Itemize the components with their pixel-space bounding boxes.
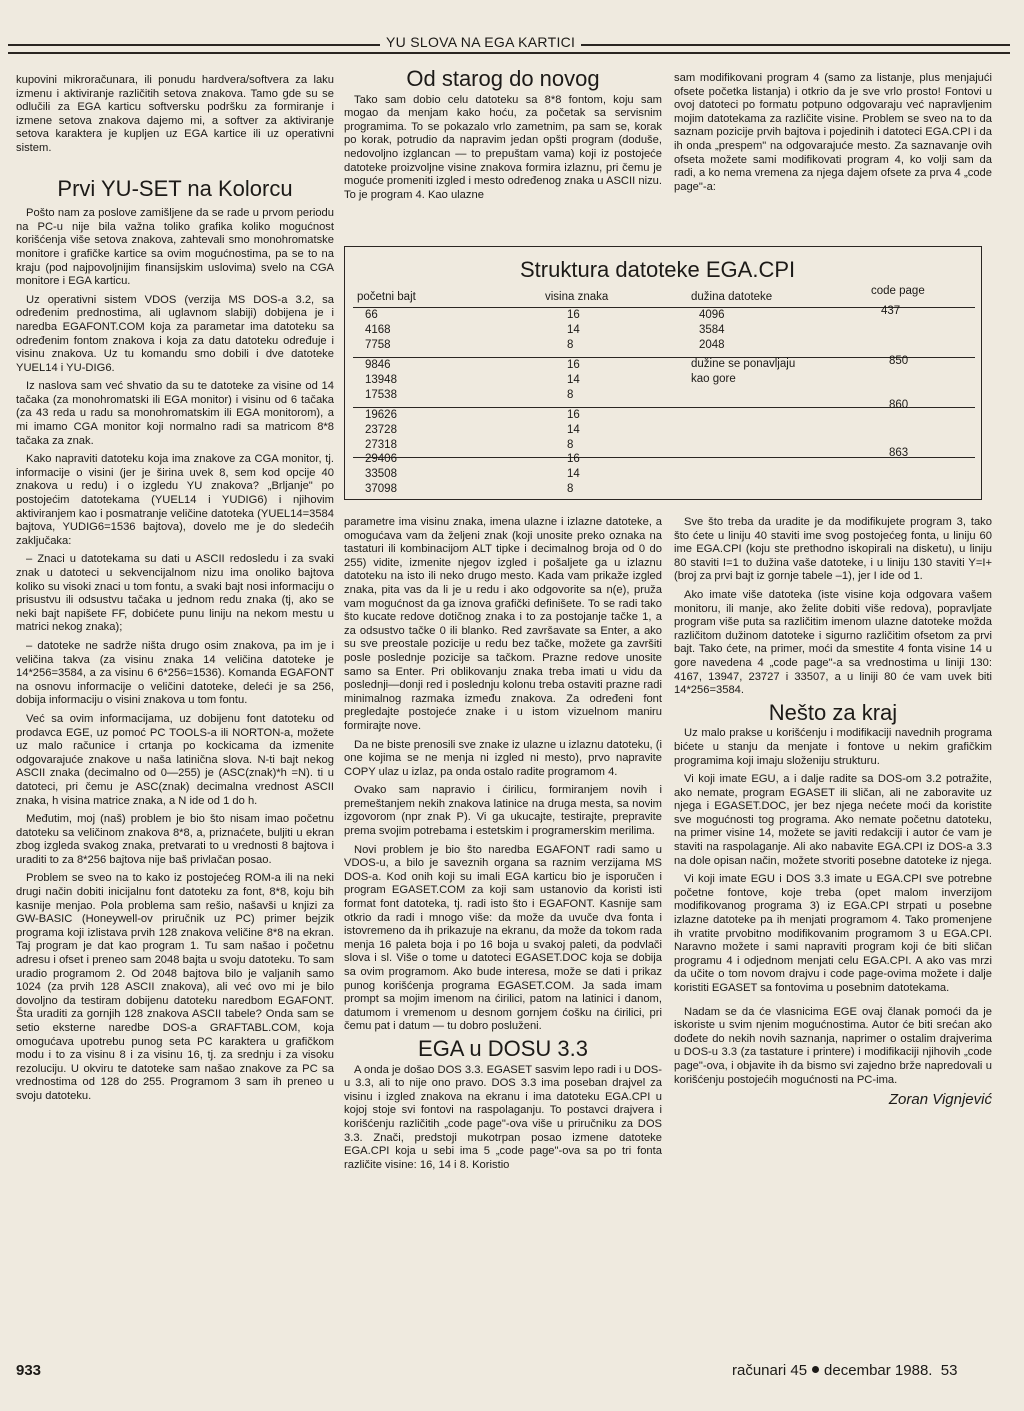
paragraph: sam modifikovani program 4 (samo za listanje, plus menjajući ofsete početka listanja) i otkrio da je sve vrlo prosto! Fontovi u ovoj datoteci po formatu potpuno odgovaraju već napravljenim mojim datotekama za različite visine. Problem se sveo na to da saznam pozicije prvih bajtova i pojedinih i datoteci EGA.CPI i da ih onda „prespem" na odgovarajuće mesto. Za saznavanje ovih ofseta možete sami modifikovati program 4, ko volji sam da radi, a ko nema vremena za njega dajem ofsete za prva 4 „code page"-a: [674,72,992,193]
table-cell: 863 [889,447,909,459]
column-2-top [344,66,662,207]
paragraph: Ako imate više datoteka (iste visine koja odgovara vašem monitoru, ili manje, ako želite dobiti više redova), popravljate program više puta sa različitim imenom ulazne datoteke možda različitom dužinom datoteke i sigurno različitim ofsetom za prvi bajt. Tako ćete, na primer, moći da smestite 4 fonta visine 14 u gore navedena 4 „code page"-a sa vrednostima u liniji 130: 4167, 13947, 23727 i 33507, a u liniji 80 će vam uvek biti 14*256=3584. [674,588,992,697]
table-cell: 2048 [699,339,725,351]
footer-info [732,1362,957,1379]
paragraph: Iz naslova sam već shvatio da su te datoteke za visine od 14 tačaka (za monohromatski ili EGA monitor) i visinu od 6 tačaka (za 43 reda u radu sa monohromatskim ili EGA monitorom), a mi imamo CGA monitor koji normalno radi sa matricom 8*8 tačaka za znak. [16,380,334,447]
table-cell: 860 [889,399,909,411]
section-title: YU SLOVA NA EGA KARTICI [380,34,581,50]
paragraph: Ovako sam napravio i ćirilicu, formiranjem novih i premeštanjem nekih znakova latinice na druga mesta, sa novim izgovorom (npr znak P). Vi ga ukucajte, testirajte, prepravite prema svojim potrebama i estetskim i programerskim merilima. [344,784,662,838]
paragraph: Nadam se da će vlasnicima EGE ovaj članak pomoći da je iskoriste u svim njenim mogućnostima. Autor će biti srećan ako dođete do nekih novih saznanja, naprimer o ostalim drajverima u DOS-u 3.3 (za tastature i printere) i modifikaciji njihovih „code page"-ova, i objavite ih da bismo svi zajedno brže napredovali u korišćenju postojećih mogućnosti na PC-ima. [674,1005,992,1086]
table-cell: 29406 [365,453,397,465]
paragraph: – datoteke ne sadrže ništa drugo osim znakova, pa im je i veličina takva (za visinu znaka 14 veličina datoteke je 14*256=3584, a za visinu 6 6*256=1536). Komanda EGAFONT na osnovu informacije o veličini datoteke, deleći je sa 256, dobija informaciju o visini znakova u tom fontu. [16,639,334,707]
table-cell: 7758 [365,339,391,351]
table-rule [353,357,975,358]
paragraph: Problem se sveo na to kako iz postojećeg ROM-a ili na neki drugi način dobiti inicijalnu font datoteku za font, 8*8, koju bih kasnije menjao. Pola problema sam rešio, našavši u knjizi za GW-BASIC (Honeywell-ov priručnik uz PC) primer bejzik programa koji izlistava prvih 128 znakova veličine 8*8 na ekran. Taj program je dat kao program 1. Tu sam našao i početnu adresu i ofset i preneo sam 2048 bajta u svoju datoteku. To sam uradio programom 2. Od 2048 bajtova bilo je valjanih samo 1024 (za prvih 128 ASCII znakova), ali već ovo mi je bilo dovoljno da testiram dobijenu datoteku naredbom EGAFONT. Šta uraditi za gornjih 128 znakova ASCII tabele? Onda sam se setio eksterne naredbe DOS-a GRAFTABL.COM, koja omogućava upotrebu punog seta PC karaktera u grafičkom modu i to za visinu 8 i za visinu 16, tj. za srednju i za visoku rezoluciju. U okviru te datoteke sam našao znakove za PC sa vrednostima od 128 do 255. Programom 3 sam ih preneo u svoju datoteku. [16,872,334,1102]
table-cell: 14 [567,324,580,336]
page-number-right: 53 [940,1362,958,1379]
article-subheading: EGA u DOSU 3.3 [418,1035,588,1061]
column-2-bottom [344,516,662,1177]
table-cell: 27318 [365,439,397,451]
table-cell: 23728 [365,424,397,436]
paragraph: parametre ima visinu znaka, imena ulazne i izlazne datoteke, a omogućava vam da željeni znak (koji unosite preko oznaka na tastaturi ili kombinacijom ALT tipke i decimalnog broja od 0 do 255) vidite, izmenite njegov izgled i pošaljete ga u izlaznu datoteku na isto ili neko drugo mesto. Kada vam prikaže izgled znaka, pita vas da li je u redu i ako odgovorite sa n(e), pruža vam mogućnost da ga iznova grafički definišete. To se radi tako što kucate redove dotičnog znaka i to za postojanje tačke 1, a za odsustvo tačke 0 ili blanko. Red završavate sa Enter, a ako su sve preostale pozicije u redu bez tačke, možete ga završiti posle poslednje pozicije sa tačkom. Prazne redove unosite samo sa Enter. Pri oblikovanju znaka treba imati u vidu da poslednji—donji red i poslednju kolonu treba ostaviti prazne radi minimalnog razmaka između znakova. Za određeni font pregledajte postojeće znake i u istom vizuelnom maniru formirajte nove. [344,516,662,732]
table-title: Struktura datoteke EGA.CPI [520,257,796,282]
table-cell: 8 [567,339,574,351]
paragraph: Međutim, moj (naš) problem je bio što nisam imao početnu datoteku sa veličinom znakova 8*8, a, priznaćete, buljiti u ekran zbog izgleda svakog znaka, pretvarati to u vrednosti 8 bajtova i uraditi to za 8*256 bajtova nije baš privlačan posao. [16,813,334,866]
table-cell: 16 [567,309,580,321]
table-cell: 8 [567,483,574,495]
page-number-left: 933 [16,1362,42,1379]
table-cell: 437 [881,305,901,317]
table-cell: 9846 [365,359,391,371]
table-rule [353,457,975,458]
intro-paragraph: kupovini mikroračunara, ili ponudu hardvera/softvera za laku izmenu i aktiviranje različitih setova znakova. Tamo gde su se odlučili za EGA karticu softversku podršku za formiranje i izmene setova znakova dajemo mi, a softver za aktiviranje setova karaktera je kupljen uz EGA kartice ili uz operativni sistem. [16,74,334,154]
article-subheading: Nešto za kraj [768,699,898,725]
table-header: početni bajt [357,291,416,303]
table-cell: 3584 [699,324,725,336]
table-header: code page [871,285,925,297]
paragraph: Novi problem je bio što naredba EGAFONT radi samo u VDOS-u, a bilo je saveznih organa sa raznim verzijama MS DOS-a. Kod onih koji su imali EGA karticu bio je isporučen i program EGASET.COM za koji sam ustanovio da koristi isti format font datoteka, tj. radi isto što i EGAFONT. Kasnije sam otkrio da radi i mnogo više: da može da uvuče dva fonta i istovremeno da ih prikazuje na ekranu, da može da tokom rada menja 16 paleta boja i po 16 boja u svakoj paleti, da podvlači slova i sl. Više o tome u datoteci EGASET.DOC koja se dobija sa ovim programom. Ako bude interesa, može se dati i prikaz punog korišćenja programa EGASET.COM. Ja sada imam prompt sa mojim imenom na ćirilici, patom na latinici i danom, datumom i vremenom u desnom gornjem ćošku na ćirilici, pri čemu pat i datum — tu dobro posluženi. [344,843,662,1033]
table-cell: 66 [365,309,378,321]
paragraph: Vi koji imate EGU, a i dalje radite sa DOS-om 3.2 potražite, ako nemate, program EGASET ili sličan, ali ne zaboravite uz njega i EGASET.DOC, jer bez njega nećete moći da koristite sve mogućnosti tog programa. Ako nemate početnu datoteku, na primer visine 14, možete se javiti redakciji i autor će vam je staviti na raspolaganje. Ali ako nabavite EGA.CPI iz DOS-a 3.3 na dole opisan način, možete stvoriti posebne datoteke iz njega. [674,773,992,867]
table-cell: 4096 [699,309,725,321]
paragraph: Uz malo prakse u korišćenju i modifikaciji navednih programa bićete u stanju da menjate i fontove u nekim grafičkim programima koji imaju složeniju strukturu. [674,727,992,767]
table-cell: dužine se ponavljaju kao gore [691,358,796,385]
article-subheading: Prvi YU-SET na Kolorcu [57,175,293,201]
paragraph: Vi koji imate EGU i DOS 3.3 imate u EGA.CPI sve potrebne početne fontove, koje treba (opet malom inverzijom modifikovanog programa 3) iz EGA.CPI strpati u posebne izlazne datoteke pa ih menjati programom 4. Tako promenjene ih vratite prvobitno modifikovanim programom 3 u EGA.CPI. Naravno možete i sami napraviti program koji će biti sličan programu 4 i odjednom menjati celu EGA.CPI. A ako vas mrzi da učite o tom novom drajvu i code page-ovima možete i dalje koristiti EGASET sa fontovima u posebnim datotekama. [674,873,992,994]
column-3-bottom [674,516,992,1107]
paragraph: Kako napraviti datoteku koja ima znakove za CGA monitor, tj. informacije o visini (jer je širina uvek 8, sem kod opcije 40 znakova u redu) i o izgledu YU znakova? „Brljanje" po postojećim datotekama (YUEL14 i YUDIG6) i njihovim aktiviranjem kao i posmatranje veličine datoteka (YUEL14=3584 bajtova, YUDIG6=1536 bajtova), dovelo me je do sledećih zaključaka: [16,453,334,547]
table-cell: 14 [567,374,580,386]
table-cell: 4168 [365,324,391,336]
table-header: visina znaka [545,291,609,303]
paragraph: Pošto nam za poslove zamišljene da se rade u prvom periodu na PC-u nije bila važna toliko grafika koliko mogućnost korišćenja više setova znakova, zahtevali smo monohromatske monitore i grafičke kartice sa ovim mogućnostima, pa se to na kraju (pod najpovoljnijim finansijskim uslovima) svelo na CGA monitore i EGA karticu. [16,207,334,288]
magazine-name: računari 45 [732,1362,808,1379]
paragraph: Već sa ovim informacijama, uz dobijenu font datoteku od prodavca EGE, uz pomoć PC TOOLS-a ili NORTON-a, možete uz malo računice i crtanja po kockicama da izmenite odgovarajuće znakove u naša latinična slova. N-ti bajt nekog ASCII znaka (decimalno od 0—255) je (ASC(znak)*h =N). ti u datoteci, pri čemu je ASC(znak) decimalna vrednost ASCII znaka, h visina matrice znaka, a N ide od 1 do h. [16,712,334,807]
table-cell: 16 [567,359,580,371]
ega-cpi-table [344,246,982,500]
table-cell: 850 [889,355,909,367]
table-rule [353,407,975,408]
section-header [8,36,1010,58]
table-cell: 13948 [365,374,397,386]
table-cell: 16 [567,453,580,465]
column-1 [16,74,334,1109]
article-subheading: Od starog do novog [406,66,600,91]
table-cell: 17538 [365,389,397,401]
table-cell: 16 [567,409,580,421]
paragraph: Da ne biste prenosili sve znake iz ulazne u izlaznu datoteku, (i one kojima se ne menja ni izgled ni mesto), prvo napravite COPY ulaz u izlaz, pa onda ostalo radite programom 4. [344,738,662,778]
issue-date: decembar 1988. [824,1362,933,1379]
table-cell: 33508 [365,468,397,480]
paragraph: A onda je došao DOS 3.3. EGASET sasvim lepo radi i u DOS-u 3.3, ali to nije ono pravo. DOS 3.3 ima poseban drajvel za visinu i izgled znakova na ekranu i ima datoteku EGA.CPI u kojoj stoje svi fontovi na raspolaganju. To postavci drajvera i korišćenju različitih „code page"-ova više u priručniku za DOS 3.3. Znači, predstoji mukotrpan posao izmene datoteke EGA.CPI koja u sebi ima 5 „code page"-ova sa po tri fonta različite visine: 16, 14 i 8. Koristio [344,1063,662,1171]
bullet-dot [812,1366,819,1373]
author-signature: Zoran Vignjević [888,1091,992,1109]
paragraph: – Znaci u datotekama su dati u ASCII redosledu i za svaki znak u datoteci u sekvencijalnom nizu ima onoliko bajtova koliko su visoki znaci u tom fontu, a svaki bajt nosi informaciju o prisustvu ili odsustvu tačaka u jednom redu znaka (tj, ako se neki bajt napišete FF, dobićete punu liniju na nekom mestu u matrici nekog znaka); [16,553,334,634]
paragraph: Tako sam dobio celu datoteku sa 8*8 fontom, koju sam mogao da menjam kako hoću, za početak sa servisnim programima. To se pokazalo vrlo zametnim, pa sam se, korak po korak, potrudio da napravim jedan opšti program (doduše, nedovoljno izglancan — to prepuštam vama) koji iz postojeće datoteke proizvoljne visine znakova formira izlaznu, pri čemu je moguće promeniti izgled i mesto određenog znaka u ASCII nizu. To je program 4. Kao ulazne [344,93,662,201]
table-header: dužina datoteke [691,291,773,303]
column-3-top [674,72,992,199]
table-cell: 37098 [365,483,397,495]
table-cell: 14 [567,468,580,480]
table-cell: 8 [567,439,574,451]
table-cell: 8 [567,389,574,401]
table-cell: 14 [567,424,580,436]
paragraph: Sve što treba da uradite je da modifikujete program 3, tako što ćete u liniju 40 staviti ime svog postojećeg fonta, u liniju 60 ime EGA.CPI (koju ste prethodno iskopirali na disketu), u liniju 80 staviti I=1 to dužina vaše datoteke, i u liniju 130 staviti Y=I+(broj za prvi bajt iz gornje tabele –1), jer I ide od 1. [674,516,992,583]
table-cell: 19626 [365,409,397,421]
paragraph: Uz operativni sistem VDOS (verzija MS DOS-a 3.2, sa određenim prednostima, ali uglavnom slabiji) dobijena je i naredba EGAFONT.COM koja za parametar ima datoteku sa određenim fontom znakova i koja za datu datoteku određuje i visinu znakova. Uz tu komandu smo dobili i dve datoteke YUEL14 i YU-DIG6. [16,293,334,374]
